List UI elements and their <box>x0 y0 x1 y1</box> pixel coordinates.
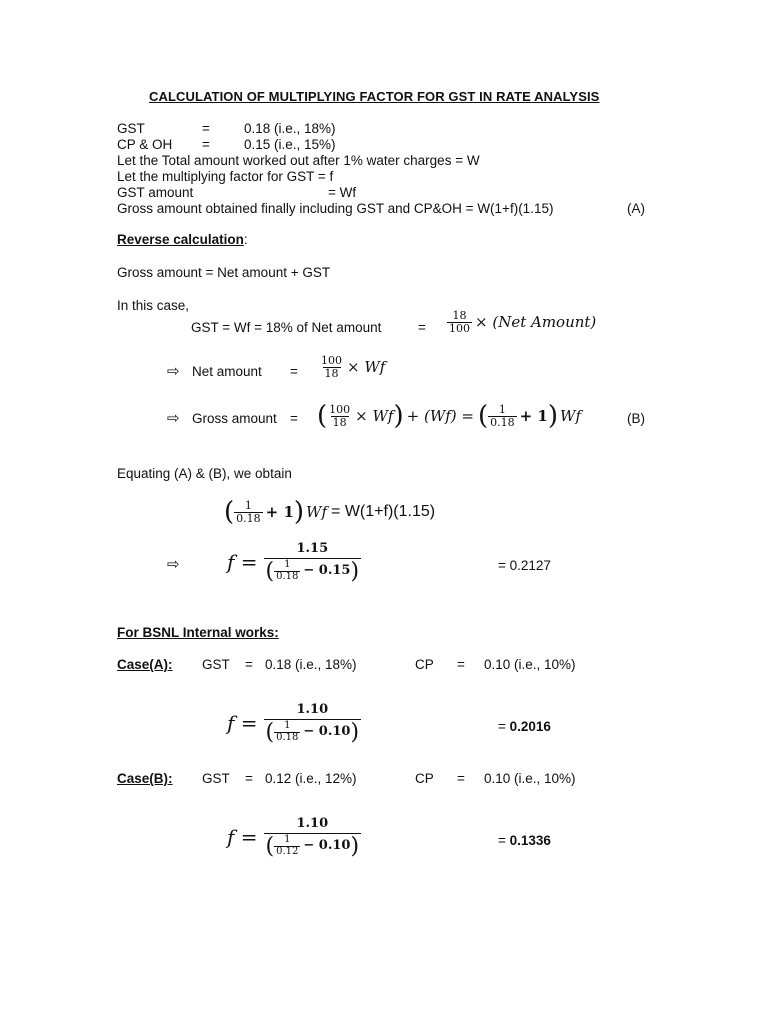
wf-term: Wf <box>306 503 328 521</box>
case-b-result-value: 0.1336 <box>509 833 551 848</box>
paren-open: ( <box>477 401 489 431</box>
plus-one: + 1 <box>265 503 294 521</box>
f-eq: f = <box>227 825 258 850</box>
paren-close: ) <box>393 401 404 431</box>
fraction-numerator: 18 <box>452 309 467 322</box>
minus-term: − 0.10 <box>303 724 351 740</box>
wf-term: Wf <box>560 407 582 425</box>
f-eq: f = <box>227 711 258 736</box>
reverse-heading-colon: : <box>243 232 248 247</box>
case-b-cp: CP <box>415 771 434 786</box>
fraction-denominator: 18 <box>324 366 339 380</box>
plus-wf: + (Wf) = <box>406 407 474 425</box>
paren-open: ( <box>265 719 275 745</box>
gross-amount-formula <box>317 401 581 431</box>
gst-value: 0.18 (i.e., 18%) <box>244 121 336 136</box>
cpoh-eq: = <box>202 137 210 152</box>
cpoh-value: 0.15 (i.e., 15%) <box>244 137 336 152</box>
minus-term: − 0.10 <box>303 838 351 854</box>
case-b-gst-value: 0.12 (i.e., 12%) <box>265 771 357 786</box>
case-a-result-value: 0.2016 <box>509 719 551 734</box>
factor-line: Let the multiplying factor for GST = f <box>117 169 334 184</box>
f-formula-main <box>227 542 361 583</box>
fraction-denominator: 0.18 <box>236 511 261 525</box>
gross-equation: Gross amount = Net amount + GST <box>117 265 331 280</box>
gross-amount-line: Gross amount obtained finally including GST and CP&OH = W(1+f)(1.15) <box>117 201 554 216</box>
case-a-cp: CP <box>415 657 434 672</box>
gst-eq: = <box>202 121 210 136</box>
fraction-numerator: 1.10 <box>296 702 329 717</box>
case-b-cp-value: 0.10 (i.e., 10%) <box>484 771 576 786</box>
paren-close: ) <box>350 833 360 859</box>
case-b-result <box>498 833 551 849</box>
reverse-heading-text: Reverse calculation <box>117 232 244 247</box>
fraction-18-100 <box>447 310 472 334</box>
fraction-numerator: 1 <box>284 720 291 732</box>
page-title: CALCULATION OF MULTIPLYING FACTOR FOR GST IN RATE ANALYSIS <box>149 89 600 104</box>
gst-wf-text: GST = Wf = 18% of Net amount <box>191 320 382 335</box>
net-amount-expression <box>447 310 596 334</box>
gst-label: GST <box>117 121 145 136</box>
gst-amount-value: = Wf <box>328 185 357 200</box>
fraction-denominator <box>264 558 362 583</box>
case-b-gst-eq: = <box>245 771 253 786</box>
gst-wf-eq: = <box>418 320 426 335</box>
f-eq: f = <box>227 550 258 575</box>
result-main: = 0.2127 <box>498 558 551 573</box>
fraction-numerator: 1.15 <box>296 541 329 556</box>
plus-one: + 1 <box>519 407 548 425</box>
net-amount-math: × (Net Amount) <box>475 313 597 332</box>
fraction-numerator: 100 <box>321 354 342 367</box>
case-a-cp-value: 0.10 (i.e., 10%) <box>484 657 576 672</box>
fraction-numerator: 1 <box>284 834 291 846</box>
fraction-denominator: 0.18 <box>490 415 515 429</box>
equating-rhs: = W(1+f)(1.15) <box>331 503 436 520</box>
reverse-heading <box>117 232 248 248</box>
case-a-gst-value: 0.18 (i.e., 18%) <box>265 657 357 672</box>
equating-formula <box>224 497 435 527</box>
minus-term: − 0.15 <box>303 563 351 579</box>
big-fraction <box>264 542 362 583</box>
fraction-denominator: 0.18 <box>276 731 299 743</box>
fraction-denominator: 0.18 <box>276 570 299 582</box>
paren-close: ) <box>293 497 305 527</box>
net-amount-formula <box>319 355 385 379</box>
fraction-denominator: 100 <box>449 321 470 335</box>
case-a-result <box>498 719 551 735</box>
case-a-label: Case(A): <box>117 657 173 672</box>
implies-arrow-icon: ⇨ <box>167 362 180 380</box>
fraction-numerator: 1 <box>284 559 291 571</box>
paren-close: ) <box>547 401 559 431</box>
paren-open: ( <box>265 833 275 859</box>
case-b-label: Case(B): <box>117 771 173 786</box>
equating-text: Equating (A) & (B), we obtain <box>117 466 292 481</box>
case-a-formula <box>227 703 361 744</box>
case-a-gst-eq: = <box>245 657 253 672</box>
fraction-denominator: 18 <box>332 415 347 429</box>
fraction-numerator: 1.10 <box>296 816 329 831</box>
inner-fraction <box>274 721 300 743</box>
case-a-gst: GST <box>202 657 230 672</box>
gross-amount-label: Gross amount <box>192 411 277 426</box>
total-amount-line: Let the Total amount worked out after 1% water charges = W <box>117 153 480 168</box>
case-a-cp-eq: = <box>457 657 465 672</box>
case-b-cp-eq: = <box>457 771 465 786</box>
inner-fraction <box>274 835 300 857</box>
fraction-100-18 <box>327 404 352 428</box>
fraction-numerator: 1 <box>244 498 252 512</box>
big-fraction <box>264 703 362 744</box>
in-this-case: In this case, <box>117 298 190 313</box>
inner-fraction <box>274 560 300 582</box>
times-wf: × Wf <box>355 407 394 425</box>
case-b-result-eq: = <box>498 833 510 848</box>
tag-b: (B) <box>627 411 645 426</box>
implies-arrow-icon: ⇨ <box>167 555 180 573</box>
fraction-1-018 <box>488 404 517 428</box>
case-a-result-eq: = <box>498 719 510 734</box>
times-wf: × Wf <box>347 358 386 377</box>
net-amount-label: Net amount <box>192 364 262 379</box>
fraction-denominator: 0.12 <box>276 845 299 857</box>
fraction-numerator: 1 <box>498 402 506 416</box>
cpoh-label: CP & OH <box>117 137 173 152</box>
case-b-gst: GST <box>202 771 230 786</box>
fraction-1-018 <box>234 500 263 524</box>
big-fraction <box>264 817 362 858</box>
fraction-100-18 <box>319 355 344 379</box>
paren-open: ( <box>317 401 328 431</box>
net-amount-eq: = <box>290 364 298 379</box>
paren-open: ( <box>265 558 275 584</box>
implies-arrow-icon: ⇨ <box>167 409 180 427</box>
fraction-denominator <box>264 719 362 744</box>
gst-amount-label: GST amount <box>117 185 194 200</box>
paren-open: ( <box>224 497 235 527</box>
paren-close: ) <box>350 719 360 745</box>
bsnl-heading: For BSNL Internal works: <box>117 625 279 640</box>
case-b-formula <box>227 817 361 858</box>
fraction-denominator <box>264 833 362 858</box>
tag-a: (A) <box>627 201 645 216</box>
fraction-numerator: 100 <box>329 402 351 416</box>
paren-close: ) <box>350 558 360 584</box>
gross-amount-eq: = <box>290 411 298 426</box>
